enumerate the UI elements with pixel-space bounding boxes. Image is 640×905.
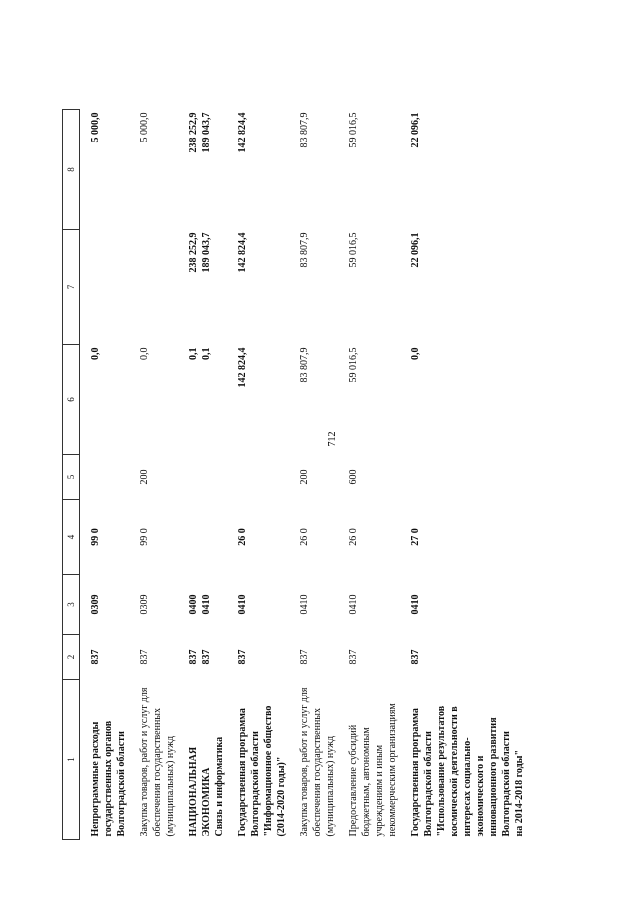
column-header-2: 2 <box>63 635 80 680</box>
cell-line: 238 252,9 <box>188 232 199 273</box>
amount-col8-cell <box>88 110 129 230</box>
cell-line: 0410 <box>348 594 359 615</box>
amount-col7-cell <box>88 230 129 345</box>
section-code-cell <box>186 575 227 635</box>
cell-line: 0309 <box>139 594 150 615</box>
cell-line: Непрограммные расходы <box>90 721 101 837</box>
cell-line: 200 <box>139 469 150 485</box>
cell-line: Связь и информатика <box>214 736 225 837</box>
page-number: 712 <box>327 431 338 447</box>
cell-line: Волгоградской области <box>250 731 261 837</box>
cell-line: 22 096,1 <box>410 112 421 148</box>
amount-col6-cell <box>346 345 400 455</box>
cell-line: 99 0 <box>139 528 150 546</box>
cell-line: 99 0 <box>90 528 101 546</box>
cell-line: 600 <box>348 469 359 485</box>
row-gap-cell <box>178 110 186 840</box>
amount-col8-cell <box>408 110 527 230</box>
cell-line <box>236 458 249 497</box>
cell-line: "Информационное общество <box>263 705 274 837</box>
row-gap-cell <box>400 110 408 840</box>
header-gap-row <box>80 110 89 840</box>
budget-table <box>62 109 527 840</box>
cell-line: 837 <box>299 649 310 665</box>
item-name-cell <box>235 680 289 840</box>
cell-line: Государственная программа <box>237 708 248 837</box>
section-code-cell <box>408 575 527 635</box>
cell-line: 26 0 <box>237 528 248 546</box>
cell-line: некоммерческим организациям <box>387 703 398 837</box>
cell-line: 0410 <box>201 594 212 615</box>
column-header-8: 8 <box>63 110 80 230</box>
table-body <box>63 110 528 840</box>
cell-line: Волгоградской области <box>501 731 512 837</box>
cell-line: 59 016,5 <box>348 112 359 148</box>
section-code-cell <box>88 575 129 635</box>
row-gap <box>178 110 186 840</box>
cell-line: космической деятельности в <box>449 706 460 837</box>
cell-line: 837 <box>201 649 212 665</box>
target-article-cell <box>235 500 289 575</box>
table-row <box>186 110 227 840</box>
expense-type-cell <box>235 455 289 500</box>
cell-line: (2014-2020 годы)" <box>276 756 287 837</box>
cell-line: 83 807,9 <box>299 112 310 148</box>
target-article-cell <box>186 500 227 575</box>
column-header-4: 4 <box>63 500 80 575</box>
cell-line: интересах социально- <box>462 737 473 837</box>
cell-line <box>138 233 151 342</box>
table-row <box>346 110 400 840</box>
target-article-cell <box>297 500 338 575</box>
expense-type-cell <box>408 455 527 500</box>
department-code-cell <box>186 635 227 680</box>
table-row <box>235 110 289 840</box>
column-header-3: 3 <box>63 575 80 635</box>
amount-col8-cell <box>186 110 227 230</box>
cell-line: 59 016,5 <box>348 232 359 268</box>
amount-col8-cell <box>137 110 178 230</box>
department-code-cell <box>137 635 178 680</box>
amount-col6-cell <box>297 345 338 455</box>
cell-line: Волгоградской области <box>116 731 127 837</box>
item-name-cell <box>408 680 527 840</box>
amount-col7-cell <box>137 230 178 345</box>
column-header-5: 5 <box>63 455 80 500</box>
cell-line: 142 824,4 <box>237 232 248 273</box>
table-row <box>408 110 527 840</box>
target-article-cell <box>408 500 527 575</box>
cell-line: государственных органов <box>103 720 114 837</box>
cell-line: 189 043,7 <box>201 112 212 153</box>
column-header-7: 7 <box>63 230 80 345</box>
column-header-1: 1 <box>63 680 80 840</box>
expense-type-cell <box>137 455 178 500</box>
amount-col7-cell <box>235 230 289 345</box>
amount-col8-cell <box>235 110 289 230</box>
section-code-cell <box>137 575 178 635</box>
amount-col8-cell <box>346 110 400 230</box>
item-name-cell <box>88 680 129 840</box>
cell-line: 26 0 <box>299 528 310 546</box>
row-gap-cell <box>289 110 297 840</box>
cell-line: инновационного развития <box>488 717 499 837</box>
cell-line: 0,1 <box>188 347 199 360</box>
cell-line: 83 807,9 <box>299 232 310 268</box>
cell-line: обеспечения государственных <box>312 707 323 837</box>
section-code-cell <box>346 575 400 635</box>
table-row <box>297 110 338 840</box>
cell-line: 837 <box>90 649 101 665</box>
expense-type-cell <box>297 455 338 500</box>
row-gap <box>338 110 346 840</box>
row-gap <box>129 110 137 840</box>
cell-line: 837 <box>237 649 248 665</box>
row-gap-cell <box>227 110 235 840</box>
target-article-cell <box>346 500 400 575</box>
amount-col6-cell <box>408 345 527 455</box>
amount-col7-cell <box>408 230 527 345</box>
cell-line: 27 0 <box>410 528 421 546</box>
cell-line: Предоставление субсидий <box>348 724 359 837</box>
cell-line: 22 096,1 <box>410 232 421 268</box>
amount-col7-cell <box>346 230 400 345</box>
cell-line: 59 016,5 <box>348 347 359 383</box>
cell-line: 837 <box>410 649 421 665</box>
cell-line: 238 252,9 <box>188 112 199 153</box>
cell-line: на 2014-2018 годы" <box>514 749 525 837</box>
expense-type-cell <box>186 455 227 500</box>
cell-line: 5 000,0 <box>139 112 150 143</box>
cell-line: Волгоградской области <box>423 731 434 837</box>
row-gap-cell <box>129 110 137 840</box>
header-gap-cell <box>80 110 89 840</box>
amount-col7-cell <box>297 230 338 345</box>
cell-line: обеспечения государственных <box>152 707 163 837</box>
expense-type-cell <box>88 455 129 500</box>
cell-line: учреждениям и иным <box>374 744 385 837</box>
row-gap <box>289 110 297 840</box>
cell-line: "Использование результатов <box>436 705 447 837</box>
cell-line: бюджетным, автономным <box>361 727 372 837</box>
cell-line: 26 0 <box>348 528 359 546</box>
cell-line: 0400 <box>188 594 199 615</box>
cell-line <box>187 503 200 572</box>
item-name-cell <box>137 680 178 840</box>
cell-line: (муниципальных) нужд <box>325 735 336 837</box>
cell-line: 0,1 <box>201 347 212 360</box>
item-name-cell <box>346 680 400 840</box>
row-gap-cell <box>338 110 346 840</box>
expense-type-cell <box>346 455 400 500</box>
cell-line: 0,0 <box>90 347 101 360</box>
target-article-cell <box>137 500 178 575</box>
table-row <box>88 110 129 840</box>
cell-line <box>200 458 213 497</box>
item-name-cell <box>297 680 338 840</box>
department-code-cell <box>297 635 338 680</box>
amount-col6-cell <box>137 345 178 455</box>
amount-col6-cell <box>186 345 227 455</box>
cell-line: 0309 <box>90 594 101 615</box>
cell-line: (муниципальных) нужд <box>165 735 176 837</box>
amount-col7-cell <box>186 230 227 345</box>
cell-line: 0410 <box>410 594 421 615</box>
cell-line: 142 824,4 <box>237 112 248 153</box>
section-code-cell <box>235 575 289 635</box>
cell-line: 837 <box>188 649 199 665</box>
cell-line: 200 <box>299 469 310 485</box>
column-header-6: 6 <box>63 345 80 455</box>
cell-line: 0,0 <box>410 347 421 360</box>
section-code-cell <box>297 575 338 635</box>
cell-line: 0410 <box>299 594 310 615</box>
cell-line <box>89 458 102 497</box>
cell-line <box>409 458 422 497</box>
department-code-cell <box>346 635 400 680</box>
cell-line: 189 043,7 <box>201 232 212 273</box>
table-header-row <box>63 110 80 840</box>
row-gap <box>400 110 408 840</box>
cell-line: экономического и <box>475 755 486 837</box>
cell-line: 837 <box>139 649 150 665</box>
department-code-cell <box>88 635 129 680</box>
department-code-cell <box>235 635 289 680</box>
row-gap <box>227 110 235 840</box>
target-article-cell <box>88 500 129 575</box>
cell-line: Государственная программа <box>410 708 421 837</box>
item-name-cell <box>186 680 227 840</box>
amount-col8-cell <box>297 110 338 230</box>
cell-line: Закупка товаров, работ и услуг для <box>299 687 310 837</box>
cell-line: 5 000,0 <box>90 112 101 143</box>
rotated-table-wrapper <box>62 110 602 840</box>
cell-line: Закупка товаров, работ и услуг для <box>139 687 150 837</box>
amount-col6-cell <box>235 345 289 455</box>
cell-line: НАЦИОНАЛЬНАЯ ЭКОНОМИКА <box>188 746 212 837</box>
cell-line: 142 824,4 <box>237 347 248 388</box>
cell-line: 0,0 <box>139 347 150 360</box>
cell-line <box>89 233 102 342</box>
department-code-cell <box>408 635 527 680</box>
amount-col6-cell <box>88 345 129 455</box>
table-row <box>137 110 178 840</box>
cell-line <box>200 503 213 572</box>
cell-line <box>187 458 200 497</box>
cell-line: 0410 <box>237 594 248 615</box>
cell-line: 837 <box>348 649 359 665</box>
cell-line: 83 807,9 <box>299 347 310 383</box>
